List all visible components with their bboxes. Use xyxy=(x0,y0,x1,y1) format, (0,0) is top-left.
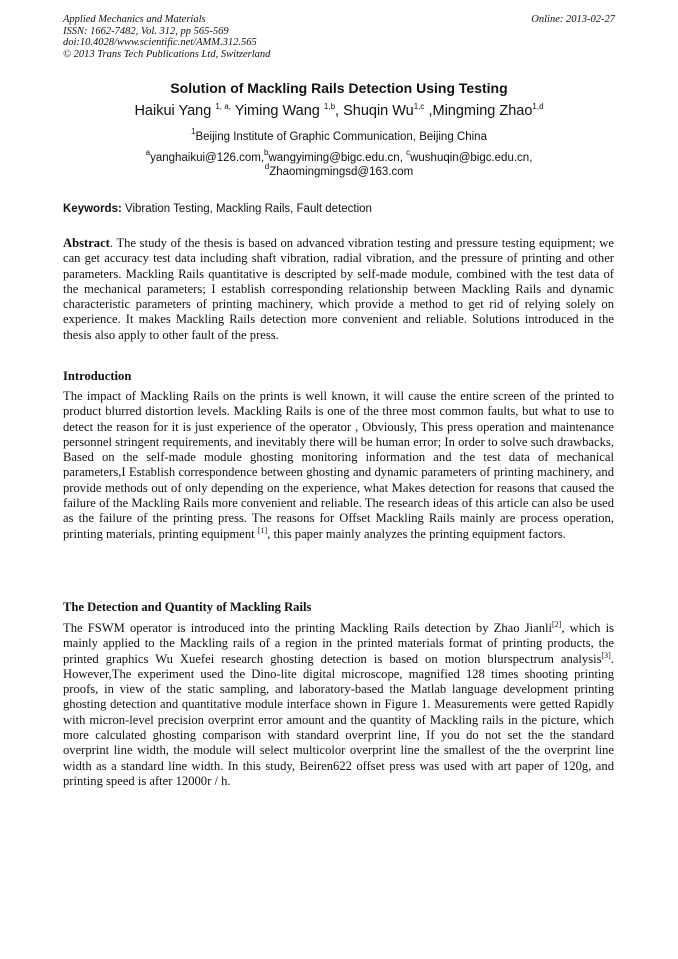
affiliation-mark: 1 xyxy=(191,127,196,136)
journal-name: Applied Mechanics and Materials xyxy=(63,14,206,25)
email-list xyxy=(0,148,678,179)
author-name: Shuqin Wu xyxy=(343,103,414,119)
email-address: yanghaikui@126.com, xyxy=(150,152,265,164)
author-affiliation-mark: 1,c xyxy=(413,102,425,111)
paper-title: Solution of Mackling Rails Detection Using Testing xyxy=(170,80,508,96)
section-text: , which is mainly applied to the Mackling rails of a region in the printed materials format of printing products, the printed graphics Wu Xuefei research ghosting detection is based on motion blurspectrum analysis xyxy=(63,621,615,666)
online-date: Online: 2013-02-27 xyxy=(531,14,615,25)
intro-text: , this paper mainly analyzes the printing equipment factors. xyxy=(267,526,566,541)
doi-line: doi:10.4028/www.scientific.net/AMM.312.565 xyxy=(63,37,257,48)
introduction-paragraph xyxy=(63,389,614,542)
author-list: Haikui Yang $^{1, a,}$ Yiming Wang $^{1,b}$, Shuqin Wu$^{1,c}$ ,Mingming Zhao$^{1,d}$ xyxy=(134,102,544,119)
copyright-line: © 2013 Trans Tech Publications Ltd, Switzerland xyxy=(63,48,271,60)
section-text: The FSWM operator is introduced into the printing Mackling Rails detection by Zhao Jianli xyxy=(63,621,553,635)
keywords-label: Keywords: xyxy=(63,203,122,215)
author-affiliation-mark: 1,d xyxy=(532,102,544,111)
email-mark: d xyxy=(264,162,270,171)
keywords-text: Vibration Testing, Mackling Rails, Fault detection xyxy=(125,203,372,215)
author-affiliation-mark: 1, a, xyxy=(215,102,231,111)
author-affiliation-mark: 1,b xyxy=(323,102,336,111)
citation-ref: [2] xyxy=(552,620,562,629)
keywords xyxy=(63,203,372,215)
detection-paragraph xyxy=(63,621,614,789)
citation-ref: [1] xyxy=(257,525,268,535)
email-mark: b xyxy=(264,148,269,157)
email-address: wushuqin@bigc.edu.cn, xyxy=(410,152,533,164)
email-mark: c xyxy=(406,148,411,157)
section-heading-introduction: Introduction xyxy=(63,369,132,383)
email-address: Zhaomingmingsd@163.com xyxy=(269,166,414,178)
author-name: Yiming Wang xyxy=(234,103,320,119)
section-heading-detection: The Detection and Quantity of Mackling Rails xyxy=(63,600,312,614)
abstract-label: Abstract xyxy=(63,236,110,250)
abstract-text: . The study of the thesis is based on advanced vibration testing and pressure testing equipment; we can get accuracy test data including shaft vibration, radial vibration, and the pressure of printing and other parameters. Mackling Rails quantitative is descripted by self-made module, combined with the test data of the mechanical parameters; I establish corresponding relationship between Mackling Rails and dynamic characteristic parameters of printing machinery, which provide a method to get rid of relying solely on experience. It makes Mackling Rails detection more convenient and reliable. Solutions introduced in the thesis also apply to other fault of the press. xyxy=(63,236,614,342)
affiliation xyxy=(0,127,678,143)
issn-line: ISSN: 1662-7482, Vol. 312, pp 565-569 xyxy=(63,25,229,37)
affiliation-text: Beijing Institute of Graphic Communication, Beijing China xyxy=(195,131,487,143)
journal-header xyxy=(63,14,270,60)
abstract xyxy=(63,236,614,343)
email-address: wangyiming@bigc.edu.cn, xyxy=(268,152,403,164)
author-name: Mingming Zhao xyxy=(432,103,533,119)
section-text: . However,The experiment used the Dino-lite digital microscope, magnified 128 times shooting printing proofs, in view of the static sampling, and laboratory-based the Matlab language development printing ghosting detection and quantitative module interface shown in Figure 1. Measurements were getted Rapidly with micron-level precision overprint error amount and the quantity of Mackling rails in the picture, which more calculated ghosting comparison with standard overprint line, If you do not set the the standard overprint line width, the module will select multicolor overprint line the smallest of the the overprint line width as a standard line width. In this study, Beiren622 offset press was used with art paper of 120g, and printing speed is after 12000r / h. xyxy=(63,651,614,788)
author-name: Haikui Yang xyxy=(134,103,212,119)
citation-ref: [3] xyxy=(601,650,611,660)
intro-text: The impact of Mackling Rails on the prints is well known, it will cause the entire screen of the printed to product blurred distortion levels. Mackling Rails is one of the three most common faults, but what to use to detect the reason for it is just experience of the operator , Obviously, This press operation and maintenance personnel stringent requirements, and inevitably there will be human error; In order to solve such drawbacks, Based on the self-made module ghosting monitoring information and the test data of mechanical parameters,I Establish correspondence between ghosting and dynamic parameters of printing machinery, and provide methods out of only depending on the experience, what Makes detection for reasons that caused the failure of the Mackling Rails more convenient and reliable. The research ideas of this article can also be used as the failure of the printing press. The reasons for Offset Mackling Rails mainly are process operation, printing materials, printing equipment xyxy=(63,389,614,541)
email-mark: a xyxy=(145,148,151,157)
